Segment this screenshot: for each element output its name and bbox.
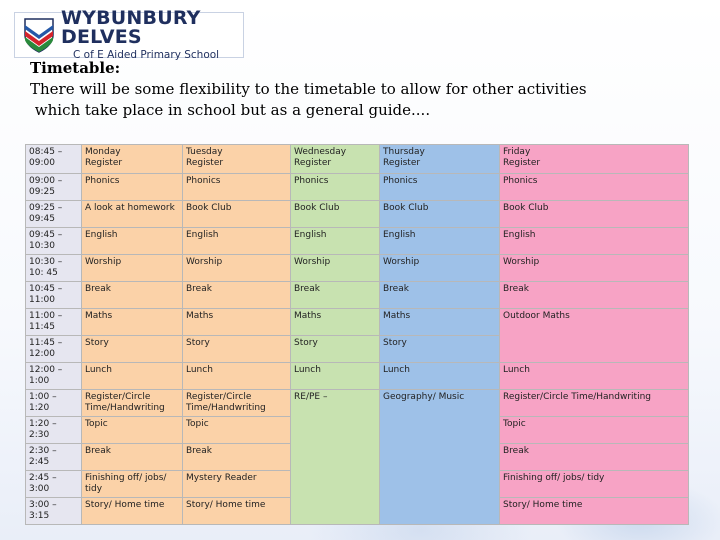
lesson-cell: Phonics xyxy=(183,174,291,201)
lesson-cell: Break xyxy=(380,282,500,309)
lesson-cell: Finishing off/ jobs/ tidy xyxy=(500,471,689,498)
intro-line-1: There will be some flexibility to the timetable to allow for other activities xyxy=(30,80,587,98)
school-crest-icon xyxy=(23,17,55,53)
school-logo xyxy=(14,7,244,62)
table-row xyxy=(26,282,689,309)
lesson-cell: Register/Circle Time/Handwriting xyxy=(183,390,291,417)
lesson-cell: Register/Circle Time/Handwriting xyxy=(82,390,183,417)
table-row xyxy=(26,309,689,336)
time-cell: 12:00 – 1:00 xyxy=(26,363,82,390)
lesson-cell: Book Club xyxy=(500,201,689,228)
lesson-cell: Phonics xyxy=(500,174,689,201)
lesson-cell: Finishing off/ jobs/ tidy xyxy=(82,471,183,498)
intro-text xyxy=(30,58,690,121)
lesson-cell: Break xyxy=(500,282,689,309)
lesson-cell: Geography/ Music xyxy=(380,390,500,525)
day-header-friday: Friday Register xyxy=(500,145,689,174)
lesson-cell: Story xyxy=(82,336,183,363)
lesson-cell: English xyxy=(82,228,183,255)
lesson-cell: Story xyxy=(183,336,291,363)
table-row xyxy=(26,363,689,390)
time-cell: 1:00 – 1:20 xyxy=(26,390,82,417)
lesson-cell: Worship xyxy=(380,255,500,282)
lesson-cell: Topic xyxy=(82,417,183,444)
lesson-cell: Story/ Home time xyxy=(82,498,183,525)
table-row xyxy=(26,201,689,228)
school-subtitle: C of E Aided Primary School xyxy=(73,49,220,62)
lesson-cell: Lunch xyxy=(500,363,689,390)
lesson-cell: Lunch xyxy=(380,363,500,390)
lesson-cell: RE/PE – xyxy=(291,390,380,525)
lesson-cell: Story xyxy=(380,336,500,363)
lesson-cell: Story/ Home time xyxy=(183,498,291,525)
lesson-cell: Book Club xyxy=(380,201,500,228)
time-cell: 2:45 – 3:00 xyxy=(26,471,82,498)
lesson-cell: Break xyxy=(82,444,183,471)
lesson-cell: Book Club xyxy=(291,201,380,228)
day-header-wednesday: Wednesday Register xyxy=(291,145,380,174)
lesson-cell: Worship xyxy=(183,255,291,282)
intro-line-2: which take place in school but as a general guide.... xyxy=(30,101,431,119)
lesson-cell: English xyxy=(183,228,291,255)
lesson-cell: Break xyxy=(183,282,291,309)
lesson-cell: Phonics xyxy=(82,174,183,201)
table-row xyxy=(26,228,689,255)
time-cell: 09:25 – 09:45 xyxy=(26,201,82,228)
lesson-cell: Maths xyxy=(183,309,291,336)
lesson-cell: Story xyxy=(291,336,380,363)
lesson-cell: Break xyxy=(500,444,689,471)
day-header-monday: Monday Register xyxy=(82,145,183,174)
lesson-cell: English xyxy=(500,228,689,255)
school-name: WYBUNBURY DELVES xyxy=(61,7,201,49)
time-cell: 09:45 – 10:30 xyxy=(26,228,82,255)
time-cell: 08:45 – 09:00 xyxy=(26,145,82,174)
day-header-thursday: Thursday Register xyxy=(380,145,500,174)
table-row xyxy=(26,255,689,282)
lesson-cell: Lunch xyxy=(82,363,183,390)
lesson-cell: English xyxy=(291,228,380,255)
lesson-cell: Mystery Reader xyxy=(183,471,291,498)
time-cell: 10:45 – 11:00 xyxy=(26,282,82,309)
lesson-cell: Maths xyxy=(82,309,183,336)
lesson-cell: A look at homework xyxy=(82,201,183,228)
lesson-cell: Register/Circle Time/Handwriting xyxy=(500,390,689,417)
lesson-cell: Break xyxy=(82,282,183,309)
time-cell: 11:00 – 11:45 xyxy=(26,309,82,336)
time-cell: 2:30 – 2:45 xyxy=(26,444,82,471)
lesson-cell: Topic xyxy=(500,417,689,444)
lesson-cell: Worship xyxy=(82,255,183,282)
table-row xyxy=(26,174,689,201)
lesson-cell: Maths xyxy=(380,309,500,336)
lesson-cell: Maths xyxy=(291,309,380,336)
time-cell: 10:30 – 10: 45 xyxy=(26,255,82,282)
lesson-cell: Lunch xyxy=(183,363,291,390)
lesson-cell: Phonics xyxy=(380,174,500,201)
time-cell: 3:00 – 3:15 xyxy=(26,498,82,525)
lesson-cell: English xyxy=(380,228,500,255)
lesson-cell: Book Club xyxy=(183,201,291,228)
table-header-row xyxy=(26,145,689,174)
lesson-cell: Topic xyxy=(183,417,291,444)
table-row xyxy=(26,390,689,417)
lesson-cell: Worship xyxy=(291,255,380,282)
timetable xyxy=(25,144,689,525)
lesson-cell: Phonics xyxy=(291,174,380,201)
time-cell: 1:20 – 2:30 xyxy=(26,417,82,444)
lesson-cell: Worship xyxy=(500,255,689,282)
lesson-cell: Outdoor Maths xyxy=(500,309,689,363)
day-header-tuesday: Tuesday Register xyxy=(183,145,291,174)
lesson-cell: Break xyxy=(291,282,380,309)
intro-heading: Timetable: xyxy=(30,59,121,77)
lesson-cell: Story/ Home time xyxy=(500,498,689,525)
lesson-cell: Break xyxy=(183,444,291,471)
time-cell: 09:00 – 09:25 xyxy=(26,174,82,201)
lesson-cell: Lunch xyxy=(291,363,380,390)
time-cell: 11:45 – 12:00 xyxy=(26,336,82,363)
